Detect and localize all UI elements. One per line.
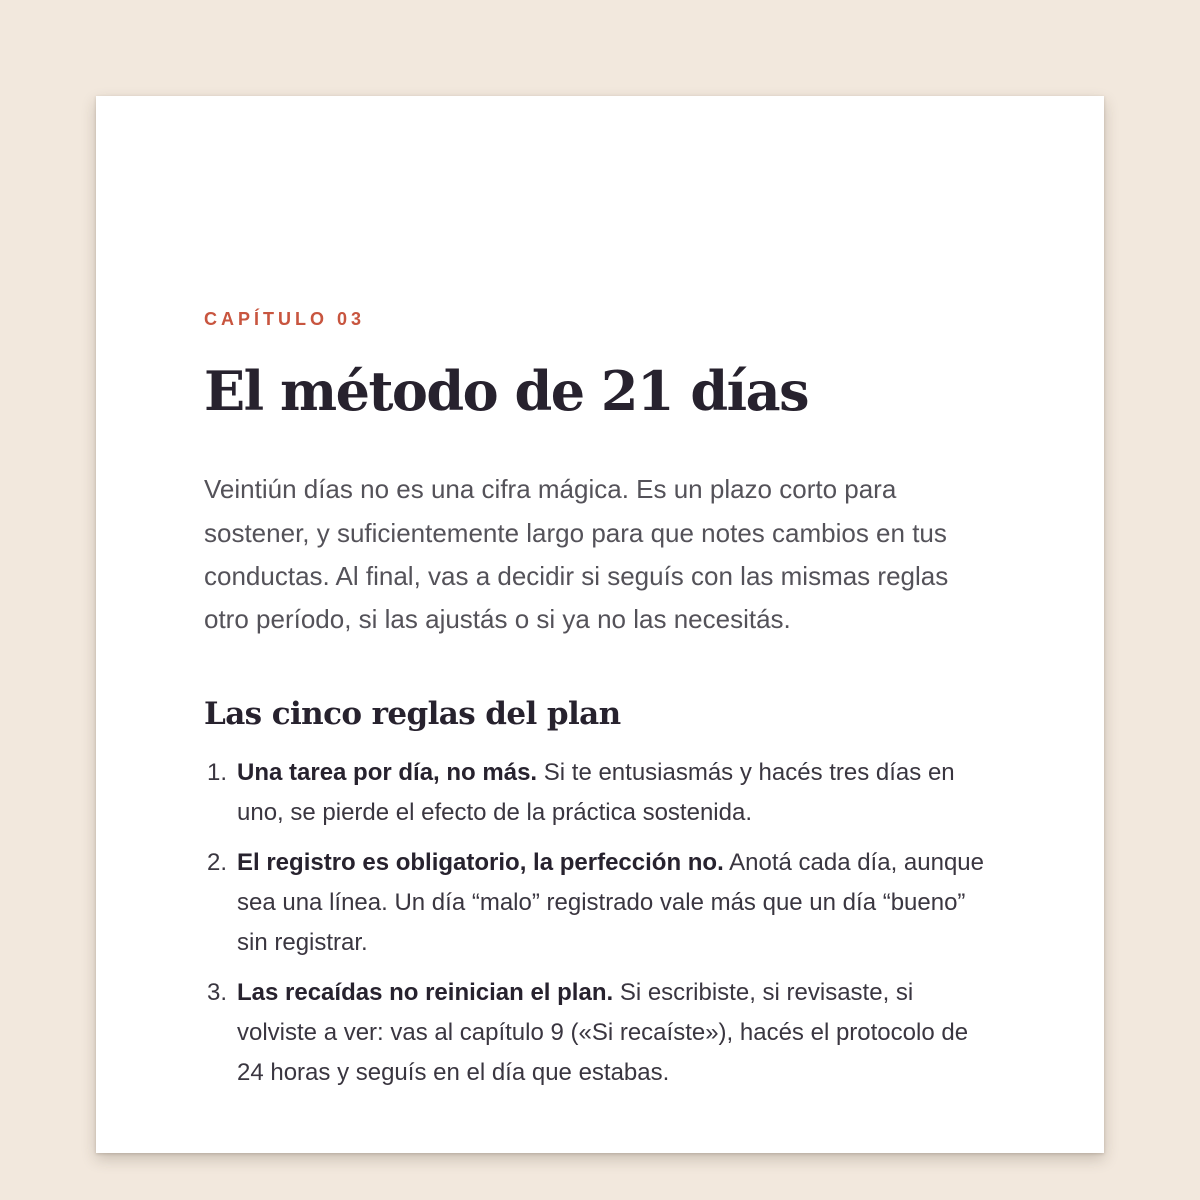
chapter-lead-paragraph: Veintiún días no es una cifra mágica. Es un plazo corto para sostener, y suficientemente largo para que notes cambios en tus conductas. Al final, vas a decidir si seguís con las mismas reglas otro período, si las ajustás o si ya no las necesitás. (204, 474, 949, 635)
rules-subheading: Las cinco reglas del plan (204, 695, 621, 732)
rule-title: Una tarea por día, no más. (237, 758, 538, 786)
chapter-content (204, 310, 994, 1103)
rule-item-2 (204, 843, 994, 963)
book-page (96, 96, 1104, 1153)
rule-text: Si te entusiasmás y hacés tres días en uno, se pierde el efecto de la práctica sostenida. (237, 758, 955, 826)
chapter-kicker: CAPÍTULO 03 (204, 309, 366, 329)
rule-item-3 (204, 973, 994, 1093)
rule-number: 1. (207, 758, 228, 786)
rule-item-1 (204, 753, 994, 833)
rule-number: 3. (207, 978, 228, 1006)
rule-title: Las recaídas no reinician el plan. (237, 978, 614, 1006)
rules-list (204, 753, 994, 1093)
chapter-title: El método de 21 días (204, 359, 809, 423)
rule-number: 2. (207, 848, 228, 876)
rule-title: El registro es obligatorio, la perfección no. (237, 848, 724, 876)
rule-text: Si escribiste, si revisaste, si volviste a ver: vas al capítulo 9 («Si recaíste»), hacés el protocolo de 24 horas y seguís en el día que estabas. (237, 978, 969, 1086)
rule-text: Anotá cada día, aunque sea una línea. Un día “malo” registrado vale más que un día “bueno” sin registrar. (237, 848, 984, 956)
